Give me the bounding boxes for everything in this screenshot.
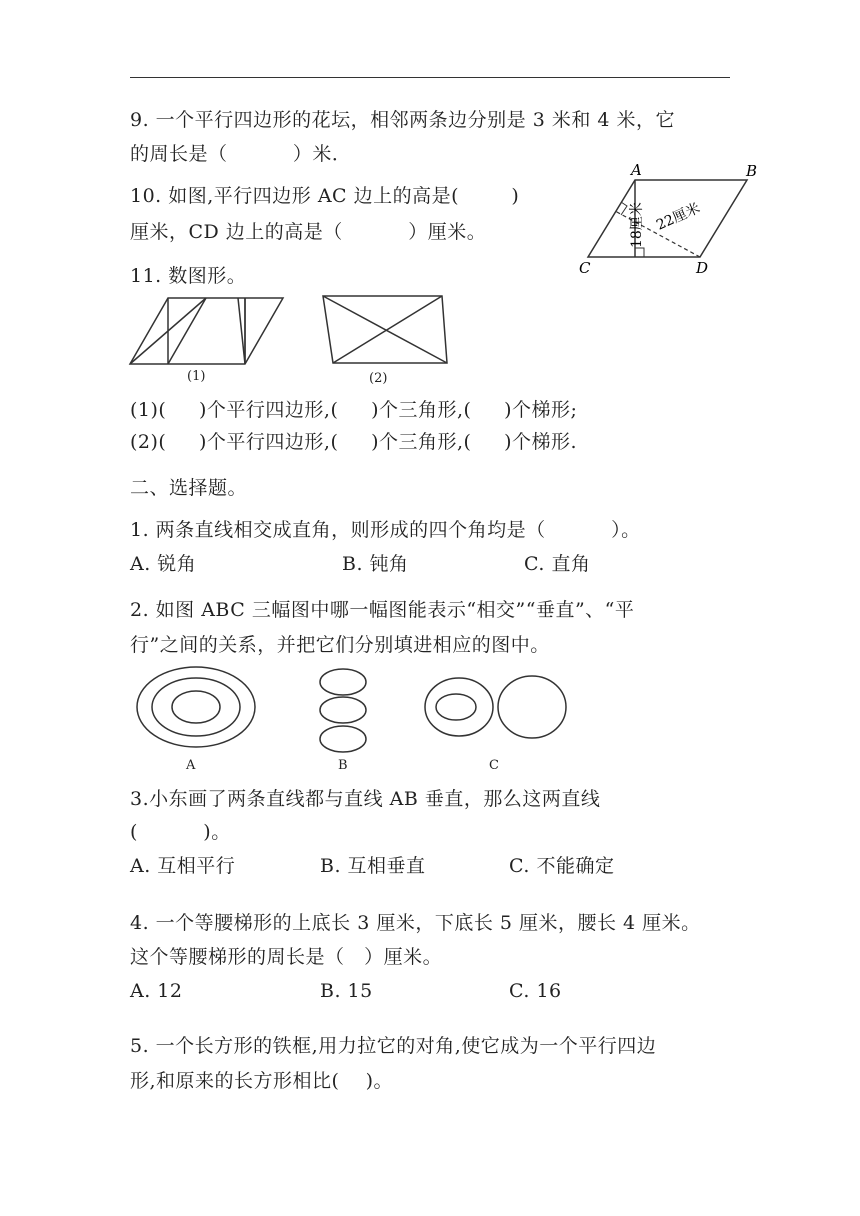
c2-line1: 2. 如图 ABC 三幅图中哪一幅图能表示“相交”“垂直”、“平 [130, 599, 635, 621]
label-c: C [579, 259, 591, 277]
venn-c-inner [436, 694, 476, 720]
c1-option-c: C. 直角 [524, 553, 591, 575]
fig1-diagonal-2 [168, 298, 206, 364]
c5-line2: 形,和原来的长方形相比( )。 [130, 1070, 394, 1092]
c4-option-a: A. 12 [130, 980, 183, 1002]
c4-option-b: B. 15 [320, 980, 373, 1002]
venn-a-middle [152, 678, 240, 736]
fig2-diagonal-1 [323, 296, 447, 363]
venn-a-inner [172, 691, 220, 723]
venn-a-label: A [186, 758, 196, 773]
c1-option-a: A. 锐角 [130, 553, 197, 575]
q10-line2: 厘米，CD 边上的高是（ ）厘米。 [130, 221, 487, 243]
venn-c-separate [498, 676, 566, 738]
venn-b-middle [320, 697, 366, 723]
venn-b-label: B [338, 758, 348, 773]
venn-b-top [320, 669, 366, 695]
q11-title: 11. 数图形。 [130, 265, 247, 287]
c5-line1: 5. 一个长方形的铁框,用力拉它的对角,使它成为一个平行四边 [130, 1035, 657, 1057]
c1-option-b: B. 钝角 [342, 553, 409, 575]
figure-1-caption: (1) [187, 369, 206, 384]
c2-line2: 行”之间的关系，并把它们分别填进相应的图中。 [130, 634, 550, 656]
height-label-22: 22厘米 [654, 200, 703, 234]
venn-c-label: C [489, 758, 499, 773]
c3-option-c: C. 不能确定 [509, 855, 615, 877]
section2-title: 二、选择题。 [130, 477, 248, 499]
label-b: B [746, 162, 758, 180]
fig2-diagonal-2 [333, 296, 442, 363]
right-angle-mark-ac [621, 202, 627, 215]
c3-option-b: B. 互相垂直 [320, 855, 426, 877]
height-label-18: 18厘米 [629, 202, 645, 248]
q9-line2: 的周长是（ ）米． [130, 143, 352, 165]
c4-line2: 这个等腰梯形的周长是（ ）厘米。 [130, 946, 443, 968]
fig1-diagonal-4 [238, 298, 245, 364]
c4-line1: 4. 一个等腰梯形的上底长 3 厘米，下底长 5 厘米，腰长 4 厘米。 [130, 912, 701, 934]
venn-a-outer [137, 667, 255, 747]
figure-2-trapezoid [320, 293, 450, 368]
right-angle-mark-d [635, 248, 644, 257]
figure-2-caption: (2) [369, 371, 388, 386]
venn-b-bottom [320, 726, 366, 752]
q9-line1: 9. 一个平行四边形的花坛，相邻两条边分别是 3 米和 4 米，它 [130, 109, 676, 131]
q11-answer-line1: (1)( )个平行四边形,( )个三角形,( )个梯形; [130, 399, 578, 421]
parallelogram-figure [575, 160, 765, 280]
c3-line2: ( )。 [130, 821, 231, 843]
fig1-outline [130, 298, 283, 364]
c1-question: 1. 两条直线相交成直角，则形成的四个角均是（ ）。 [130, 519, 641, 541]
venn-figures [130, 665, 580, 775]
c4-option-c: C. 16 [509, 980, 562, 1002]
venn-c-outer [425, 678, 493, 736]
label-d: D [696, 259, 709, 277]
q11-answer-line2: (2)( )个平行四边形,( )个三角形,( )个梯形. [130, 431, 578, 453]
q10-line1: 10. 如图,平行四边形 AC 边上的高是( ) [130, 185, 520, 207]
label-a: A [631, 161, 642, 179]
figure-1-parallelogram [128, 296, 288, 371]
header-rule [130, 77, 730, 78]
c3-option-a: A. 互相平行 [130, 855, 236, 877]
c3-line1: 3.小东画了两条直线都与直线 AB 垂直，那么这两直线 [130, 788, 601, 810]
